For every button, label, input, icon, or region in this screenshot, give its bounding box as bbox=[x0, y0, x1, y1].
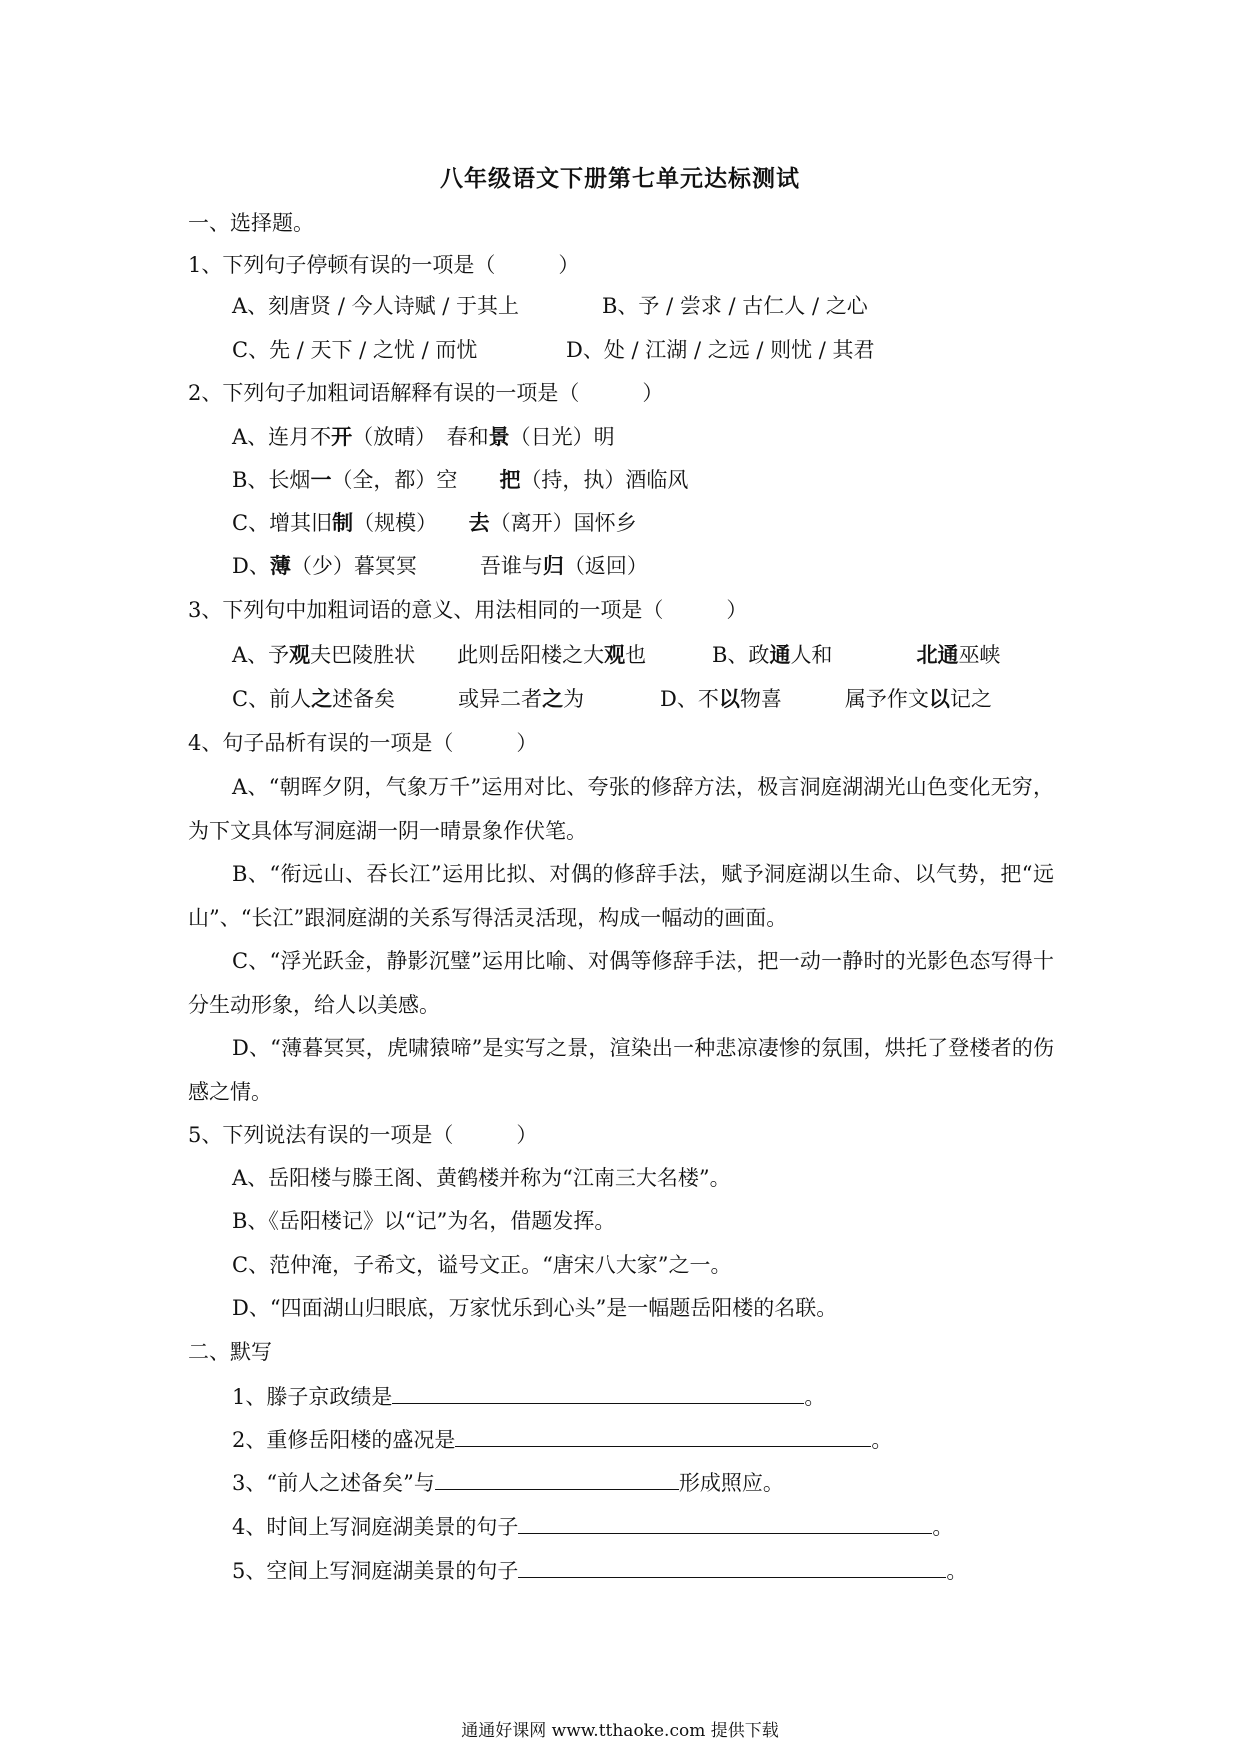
question-1-option-c: C、先 / 天下 / 之忧 / 而忧 bbox=[232, 338, 478, 362]
question-3-option-b bbox=[712, 639, 1000, 669]
fill-ending: 。 bbox=[946, 1559, 968, 1583]
option-text: C、增其旧 bbox=[232, 511, 333, 535]
option-text: 为 bbox=[563, 687, 585, 711]
bold-word: 之 bbox=[311, 686, 333, 711]
option-text: C、前人 bbox=[232, 687, 312, 711]
option-text: （规模） bbox=[353, 511, 469, 535]
fill-label: 5、空间上写洞庭湖美景的句子 bbox=[232, 1559, 519, 1583]
question-5-stem: 5、下列说法有误的一项是（ ） bbox=[188, 1123, 538, 1147]
question-2-option-d bbox=[232, 551, 648, 581]
fill-item-2 bbox=[232, 1424, 892, 1455]
fill-ending: 形成照应。 bbox=[678, 1471, 784, 1495]
question-2-stem: 2、下列句子加粗词语解释有误的一项是（ ） bbox=[188, 381, 664, 405]
option-text: A、予 bbox=[232, 643, 290, 667]
question-3-option-c bbox=[232, 683, 584, 713]
question-2-option-c bbox=[232, 508, 637, 538]
question-4-option-b: B、“衔远山、吞长江”运用比拟、对偶的修辞手法，赋予洞庭湖以生命、以气势，把“远山”、“长江”跟洞庭湖的关系写得活灵活现，构成一幅动的画面。 bbox=[188, 862, 1054, 930]
question-2-option-b bbox=[232, 465, 688, 495]
answer-blank[interactable] bbox=[455, 1424, 871, 1447]
question-3-option-a bbox=[232, 639, 646, 669]
option-text: （返回） bbox=[563, 554, 648, 578]
bold-word: 制 bbox=[332, 510, 354, 535]
fill-label: 2、重修岳阳楼的盛况是 bbox=[232, 1428, 456, 1452]
option-text: 物喜 属予作文 bbox=[739, 687, 929, 711]
bold-word: 通 bbox=[937, 642, 959, 667]
bold-word: 归 bbox=[542, 553, 564, 578]
fill-label: 3、“前人之述备矣”与 bbox=[232, 1471, 435, 1495]
option-text: （日光）明 bbox=[509, 425, 615, 449]
bold-word: 北 bbox=[916, 642, 938, 667]
question-4-option-a: A、“朝晖夕阴，气象万千”运用对比、夸张的修辞方法，极言洞庭湖湖光山色变化无穷，为下文具体写洞庭湖一阴一晴景象作伏笔。 bbox=[188, 775, 1054, 843]
question-5-option-b: B、《岳阳楼记》以“记”为名，借题发挥。 bbox=[232, 1209, 616, 1233]
option-text: 也 bbox=[625, 643, 647, 667]
fill-ending: 。 bbox=[932, 1515, 954, 1539]
fill-label: 1、滕子京政绩是 bbox=[232, 1385, 393, 1409]
option-text: D、不 bbox=[660, 687, 719, 711]
option-text: D、 bbox=[232, 554, 270, 578]
bold-word: 景 bbox=[488, 424, 510, 449]
section-heading-choice: 一、选择题。 bbox=[188, 211, 314, 235]
question-4-option-d: D、“薄暮冥冥，虎啸猿啼”是实写之景，渲染出一种悲凉凄惨的氛围，烘托了登楼者的伤感之情。 bbox=[188, 1036, 1054, 1104]
fill-item-1 bbox=[232, 1381, 825, 1412]
fill-item-4 bbox=[232, 1511, 953, 1542]
option-text: 记之 bbox=[949, 687, 992, 711]
page-footer: 通通好课网 www.tthaoke.com 提供下载 bbox=[461, 1721, 779, 1741]
option-text: 人和 bbox=[790, 643, 917, 667]
page-title: 八年级语文下册第七单元达标测试 bbox=[440, 165, 800, 192]
question-3-stem: 3、下列句中加粗词语的意义、用法相同的一项是（ ） bbox=[188, 598, 748, 622]
option-text: 巫峡 bbox=[958, 643, 1001, 667]
bold-word: 通 bbox=[769, 642, 791, 667]
option-text: （持，执）酒临风 bbox=[520, 468, 689, 492]
question-1-stem: 1、下列句子停顿有误的一项是（ ） bbox=[188, 253, 580, 277]
option-text: （全，都）空 bbox=[331, 468, 500, 492]
bold-word: 观 bbox=[289, 642, 311, 667]
bold-word: 开 bbox=[331, 424, 353, 449]
option-text: 夫巴陵胜状 此则岳阳楼之大 bbox=[310, 643, 605, 667]
question-4-stem: 4、句子品析有误的一项是（ ） bbox=[188, 731, 538, 755]
fill-item-3 bbox=[232, 1467, 784, 1498]
answer-blank[interactable] bbox=[392, 1381, 804, 1404]
bold-word: 之 bbox=[542, 686, 564, 711]
question-1-option-b: B、予 / 尝求 / 古仁人 / 之心 bbox=[602, 294, 868, 318]
question-3-option-d bbox=[660, 683, 992, 713]
option-text: （离开）国怀乡 bbox=[489, 511, 637, 535]
question-5-option-d: D、“四面湖山归眼底，万家忧乐到心头”是一幅题岳阳楼的名联。 bbox=[232, 1296, 838, 1320]
fill-ending: 。 bbox=[804, 1385, 826, 1409]
option-text: B、长烟 bbox=[232, 468, 311, 492]
fill-ending: 。 bbox=[871, 1428, 893, 1452]
option-text: B、政 bbox=[712, 643, 770, 667]
question-1-option-a: A、刻唐贤 / 今人诗赋 / 于其上 bbox=[232, 294, 520, 318]
question-4-option-c: C、“浮光跃金，静影沉璧”运用比喻、对偶等修辞手法，把一动一静时的光影色态写得十分生动形象，给人以美感。 bbox=[188, 949, 1054, 1017]
fill-label: 4、时间上写洞庭湖美景的句子 bbox=[232, 1515, 519, 1539]
bold-word: 观 bbox=[604, 642, 626, 667]
option-text: （放晴） 春和 bbox=[352, 425, 489, 449]
question-5-option-c: C、范仲淹，子希文，谥号文正。“唐宋八大家”之一。 bbox=[232, 1253, 732, 1277]
option-text: 述备矣 或异二者 bbox=[332, 687, 543, 711]
option-text: （少）暮冥冥 吾谁与 bbox=[290, 554, 543, 578]
answer-blank[interactable] bbox=[518, 1555, 946, 1578]
bold-word: 一 bbox=[310, 467, 332, 492]
section-heading-dictation: 二、默写 bbox=[188, 1340, 272, 1364]
question-1-option-d: D、处 / 江湖 / 之远 / 则忧 / 其君 bbox=[566, 338, 875, 362]
answer-blank[interactable] bbox=[518, 1511, 932, 1534]
bold-word: 以 bbox=[928, 686, 950, 711]
question-5-option-a: A、岳阳楼与滕王阁、黄鹤楼并称为“江南三大名楼”。 bbox=[232, 1166, 731, 1190]
answer-blank[interactable] bbox=[435, 1467, 679, 1490]
question-2-option-a bbox=[232, 422, 615, 452]
fill-item-5 bbox=[232, 1555, 967, 1586]
option-text: A、连月不 bbox=[232, 425, 332, 449]
bold-word: 薄 bbox=[269, 553, 291, 578]
bold-word: 把 bbox=[499, 467, 521, 492]
bold-word: 去 bbox=[468, 510, 490, 535]
bold-word: 以 bbox=[718, 686, 740, 711]
